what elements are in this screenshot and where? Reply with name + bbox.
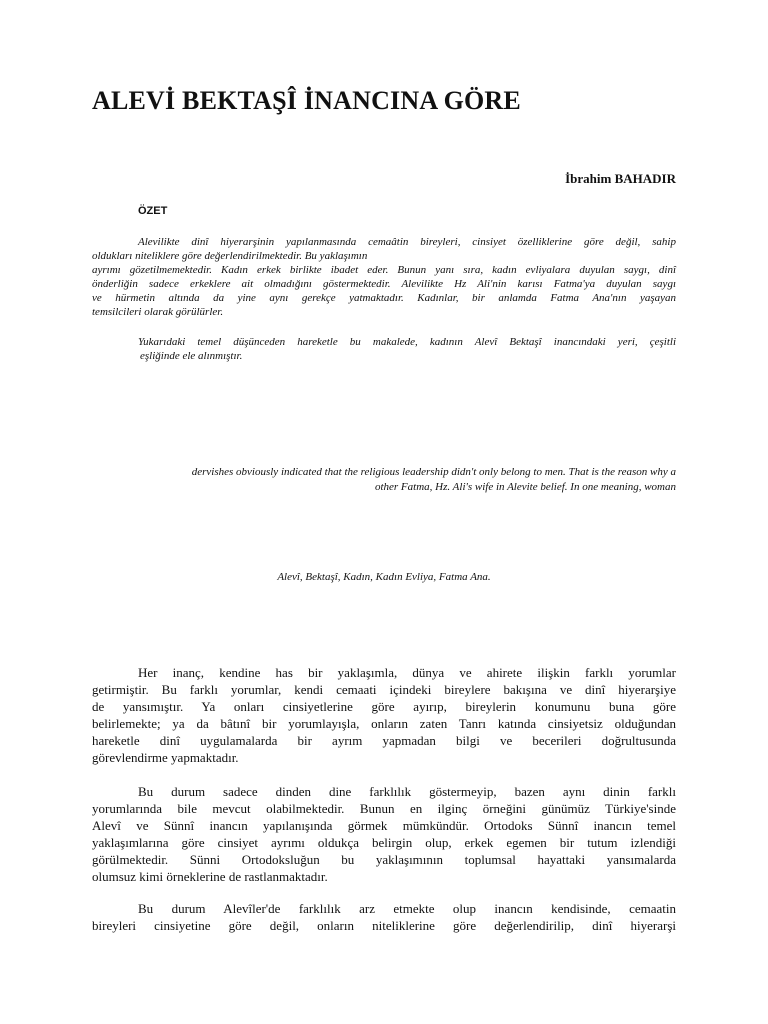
abstract-line: temsilcileri olarak görülürler. (92, 306, 224, 318)
body-line: bireyleri cinsiyetine göre değil, onların niteliklerine göre değerlendirilip, dinî hiyerarşi (92, 918, 676, 933)
body-line: yorumlarında bile mevcut olabilmektedir. Bunun en ilginç örneğini günümüz Türkiye'sinde (92, 801, 676, 816)
keywords: Alevî, Bektaşî, Kadın, Kadın Evliya, Fatma Ana. (277, 571, 491, 583)
abstract-line: önderliğin sadece erkeklere ait olmadığını göstermektedir. Alevilikte Hz Ali'nin karısı Fatma'ya duyulan saygı (92, 278, 676, 290)
body-line: de yansımıştır. Ya onları cinsiyetlerine göre ayırıp, bireylerin konumunu buna göre (92, 699, 676, 714)
abstract-en-line: other Fatma, Hz. Ali's wife in Alevite belief. In one meaning, woman (374, 481, 676, 493)
body-line: belirlemekte; ya da bâtınî bir yorumlayışla, onların zaten Tanrı katında cinsiyetsiz olduğundan (92, 716, 676, 731)
body-line: görevlendirme yapmaktadır. (92, 750, 239, 765)
abstract-en-line: dervishes obviously indicated that the religious leadership didn't only belong to men. That is the reason why a (191, 466, 676, 478)
body-line: görülmektedir. Sünni Ortodoksluğun bu yaklaşımının toplumsal hayattaki yansımalarda (92, 852, 676, 867)
abstract-line: Yukarıdaki temel düşünceden hareketle bu makalede, kadının Alevî Bektaşî inancındaki yeri, çeşitli (138, 336, 676, 348)
abstract-line: oldukları niteliklere göre değerlendirilmektedir. Bu yaklaşımın (92, 250, 368, 262)
body-line: hareketle dinî uygulamalarda bir ayrım yapmadan bilgi ve becerileri doğrultusunda (92, 733, 676, 748)
body-line: Bu durum Alevîler'de farklılık arz etmekte olup inancın kendisinde, cemaatin (138, 901, 676, 916)
body-line: Bu durum sadece dinden dine farklılık göstermeyip, bazen aynı dinin farklı (138, 784, 676, 799)
body-line: yaklaşımlarına göre cinsiyet ayrımı oldukça belirgin olup, erkek egemen bir tutum izlendiği (92, 835, 676, 850)
body-line: Alevî ve Sünnî inancın yapılanışında görmek mümkündür. Ortodoks Sünnî inancın temel (92, 818, 676, 833)
body-line: getirmiştir. Bu farklı yorumlar, kendi cemaati içindeki bireylere bakışına ve dinî hiyerarşiye (92, 682, 676, 697)
body-line: olumsuz kimi örneklerine de rastlanmaktadır. (92, 869, 328, 884)
abstract-tr-paragraph-2 (92, 335, 676, 363)
abstract-line: eşliğinde ele alınmıştır. (140, 350, 243, 362)
abstract-heading: ÖZET (138, 205, 168, 217)
body-paragraph-2 (92, 783, 676, 885)
author-name: İbrahim BAHADIR (565, 171, 676, 186)
body-paragraph-1 (92, 664, 676, 766)
body-paragraph-3 (92, 900, 676, 934)
abstract-line: ve hürmetin altında da yine aynı gerekçe yatmaktadır. Kadınlar, bir anlamda Fatma Ana'nın yaşayan (92, 292, 676, 304)
abstract-tr-paragraph-1 (92, 235, 676, 319)
abstract-line: Alevilikte dinî hiyerarşinin yapılanmasında cemaâtin bireyleri, cinsiyet özelliklerine göre değil, sahip (138, 236, 676, 248)
article-title: ALEVİ BEKTAŞÎ İNANCINA GÖRE (92, 86, 521, 115)
body-line: Her inanç, kendine has bir yaklaşımla, dünya ve ahirete ilişkin farklı yorumlar (138, 665, 676, 680)
abstract-line: ayrımı gözetilmemektedir. Kadın erkek birlikte ibadet eder. Bunun yanı sıra, kadın evliyalara duyulan saygı, dinî (92, 264, 676, 276)
